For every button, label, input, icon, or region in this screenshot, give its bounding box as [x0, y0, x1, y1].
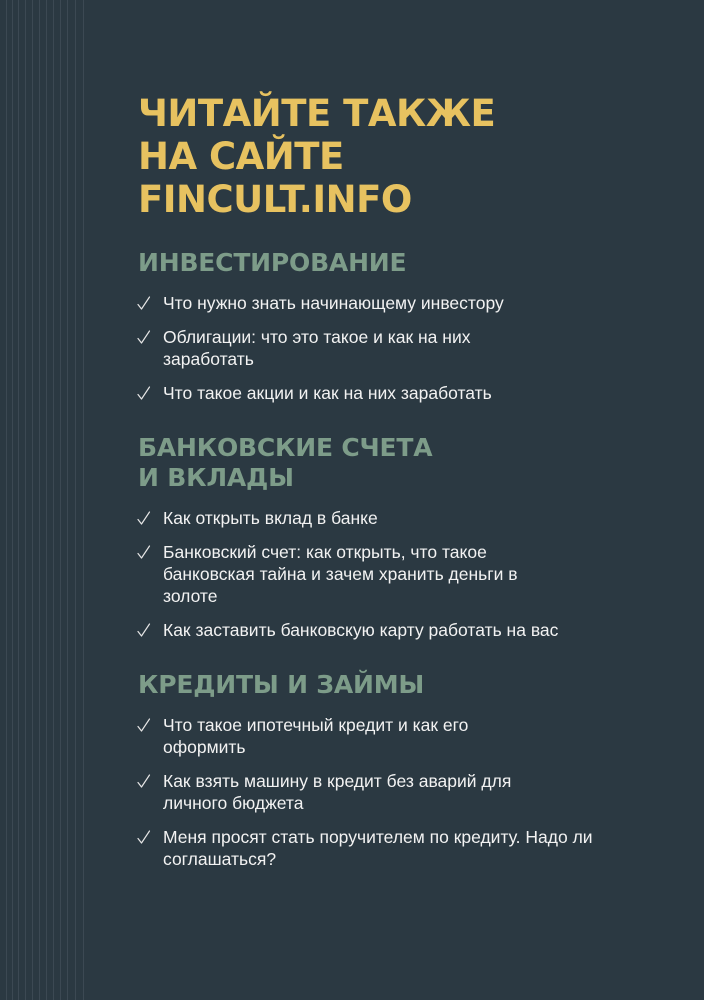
check-icon [137, 327, 151, 347]
list-item[interactable] [138, 541, 658, 607]
section-bank-accounts [138, 433, 658, 641]
list-item[interactable] [138, 714, 658, 758]
article-link[interactable]: Как открыть вклад в банке [163, 508, 378, 528]
section-title-bank-accounts [138, 433, 658, 493]
list-item[interactable] [138, 826, 658, 870]
check-icon [137, 827, 151, 847]
list-item[interactable] [138, 326, 658, 370]
section-title-line: И ВКЛАДЫ [138, 463, 294, 492]
article-link[interactable]: Что такое ипотечный кредит и как его оформить [163, 715, 469, 757]
list-item[interactable] [138, 770, 658, 814]
page-title-line-1: ЧИТАЙТЕ ТАКЖЕ [138, 92, 496, 135]
page-title-line-2: НА САЙТЕ [138, 135, 344, 178]
article-link[interactable]: Как взять машину в кредит без аварий для личного бюджета [163, 771, 512, 813]
decorative-stripes [0, 0, 90, 1000]
list-item[interactable] [138, 292, 658, 314]
section-title-line: БАНКОВСКИЕ СЧЕТА [138, 433, 433, 462]
section-title-investing [138, 248, 658, 278]
article-link[interactable]: Что нужно знать начинающему инвестору [163, 293, 504, 313]
check-icon [137, 508, 151, 528]
section-investing [138, 248, 658, 404]
section-title-line: КРЕДИТЫ И ЗАЙМЫ [138, 670, 425, 699]
list-item[interactable] [138, 507, 658, 529]
page-title-line-3: FINCULT.INFO [138, 178, 412, 221]
list-item[interactable] [138, 619, 658, 641]
check-icon [137, 293, 151, 313]
section-title-line: ИНВЕСТИРОВАНИЕ [138, 248, 407, 277]
article-link[interactable]: Что такое акции и как на них заработать [163, 383, 492, 403]
check-icon [137, 715, 151, 735]
article-link[interactable]: Меня просят стать поручителем по кредиту. Надо ли соглашаться? [163, 827, 593, 869]
section-title-credits [138, 670, 658, 700]
check-icon [137, 383, 151, 403]
content [138, 92, 658, 870]
check-icon [137, 542, 151, 562]
check-icon [137, 620, 151, 640]
article-link[interactable]: Банковский счет: как открыть, что такое банковская тайна и зачем хранить деньги в золоте [163, 542, 518, 606]
section-credits [138, 670, 658, 870]
article-list-investing [138, 292, 658, 404]
article-list-bank-accounts [138, 507, 658, 641]
page-title [138, 92, 658, 221]
article-link[interactable]: Как заставить банковскую карту работать на вас [163, 620, 559, 640]
list-item[interactable] [138, 382, 658, 404]
check-icon [137, 771, 151, 791]
article-link[interactable]: Облигации: что это такое и как на них заработать [163, 327, 471, 369]
article-list-credits [138, 714, 658, 870]
